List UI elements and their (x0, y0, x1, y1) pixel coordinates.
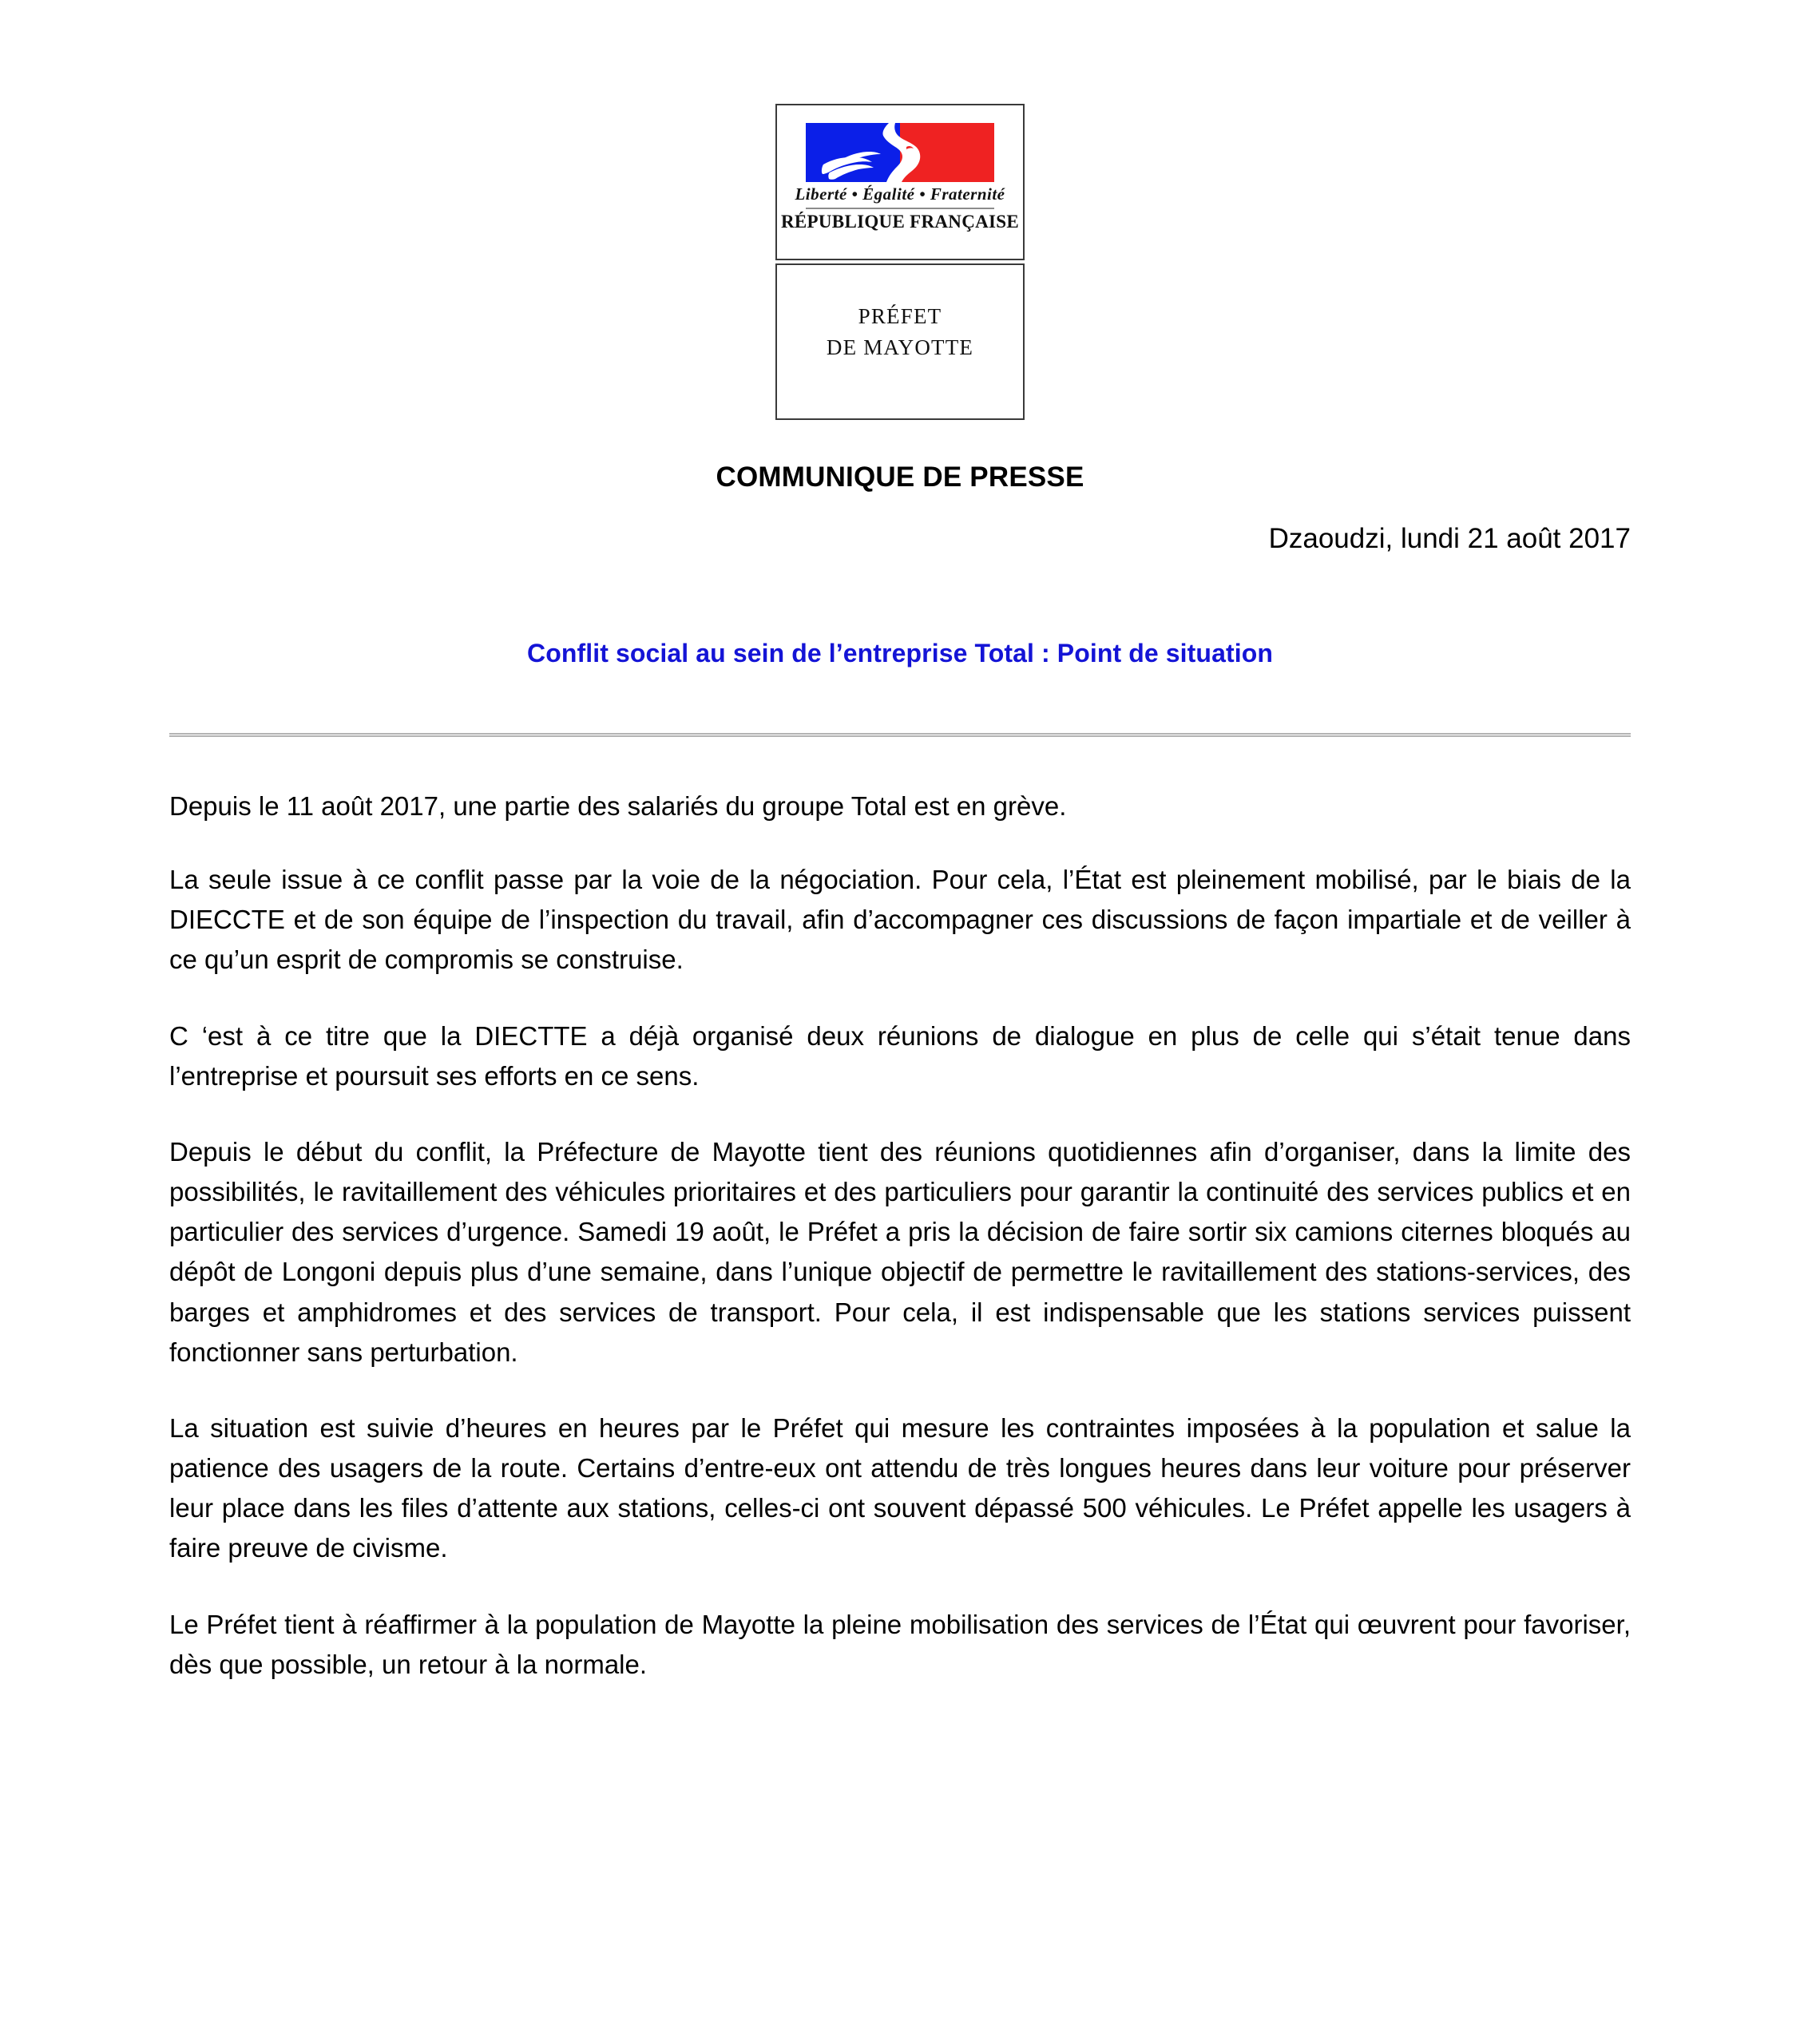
document-body (169, 786, 1631, 1685)
body-paragraph: Le Préfet tient à réaffirmer à la population de Mayotte la pleine mobilisation des services de l’État qui œuvrent pour favoriser, dès que possible, un retour à la normale. (169, 1609, 1631, 1679)
body-paragraph: La situation est suivie d’heures en heures par le Préfet qui mesure les contraintes imposées à la population et salue la patience des usagers de la route. Certains d’entre-eux ont attendu de très longues heures dans leur voiture pour préserver leur place dans les files d’attente aux stations, celles-ci ont souvent dépassé 500 véhicules. Le Préfet appelle les usagers à faire preuve de civisme. (169, 1412, 1631, 1563)
body-paragraph: Depuis le début du conflit, la Préfecture de Mayotte tient des réunions quotidiennes afin d’organiser, dans la limite des possibilités, le ravitaillement des véhicules prioritaires et des particuliers pour garantir la continuité des services publics et en particulier des services d’urgence. Samedi 19 août, le Préfet a pris la décision de faire sortir six camions citernes bloqués au dépôt de Longoni depuis plus d’une semaine, dans l’unique objectif de permettre le ravitaillement des stations-services, des barges et amphidromes et des services de transport. Pour cela, il est indispensable que les stations services puissent fonctionner sans perturbation. (169, 1136, 1631, 1367)
prefecture-box (775, 263, 1025, 420)
letterhead (775, 104, 1025, 420)
republic-motto: Liberté • Égalité • Fraternité (795, 184, 1005, 204)
body-paragraph: La seule issue à ce conflit passe par la voie de la négociation. Pour cela, l’État est pleinement mobilisé, par le biais de la DIECCTE et de son équipe de l’inspection du travail, afin d’accompagner ces discussions de façon impartiale et de veiller à ce qu’un esprit de compromis se construise. (169, 865, 1631, 975)
body-paragraph: Depuis le 11 août 2017, une partie des salariés du groupe Total est en grève. (169, 791, 1067, 821)
prefecture-title-line1: PRÉFET (858, 303, 942, 328)
marianne-flag-icon (806, 123, 994, 182)
header-rule (169, 733, 1631, 737)
prefecture-title-line2: DE MAYOTTE (826, 335, 974, 359)
republic-emblem-box (775, 104, 1025, 260)
dateline: Dzaoudzi, lundi 21 août 2017 (1268, 523, 1631, 554)
document-type-heading: COMMUNIQUE DE PRESSE (716, 461, 1084, 493)
page-title: Conflit social au sein de l’entreprise Total : Point de situation (526, 639, 1274, 667)
body-paragraph: C ‘est à ce titre que la DIECTTE a déjà organisé deux réunions de dialogue en plus de celle qui s’était tenue dans l’entreprise et poursuit ses efforts en ce sens. (169, 1020, 1631, 1091)
republic-name: RÉPUBLIQUE FRANÇAISE (781, 212, 1020, 232)
letterhead-divider (806, 208, 994, 209)
